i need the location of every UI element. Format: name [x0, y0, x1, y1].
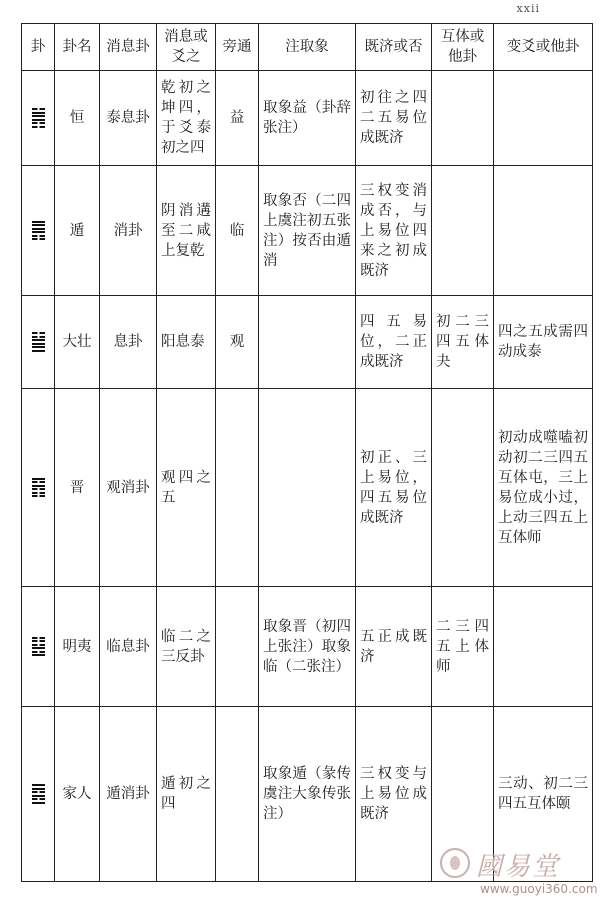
table-body — [22, 71, 593, 882]
header-huti: 互体或他卦 — [432, 24, 494, 71]
hexagram-icon — [32, 219, 45, 242]
watermark — [440, 844, 598, 904]
header-jiji-or-pi: 既济或否 — [356, 24, 432, 71]
table-row — [22, 166, 593, 296]
row-jiji-or-pi: 三权变与上易位成既济 — [356, 707, 432, 882]
row-gua-name: 大壮 — [55, 296, 100, 389]
row-bianyao — [494, 587, 593, 707]
row-xiaoxi-or-yao: 阴消遘至二咸上复乾 — [157, 166, 216, 296]
page-number: xxii — [516, 2, 540, 15]
row-hexagram-symbol — [22, 166, 55, 296]
row-xiaoxi-or-yao: 阳息泰 — [157, 296, 216, 389]
row-jiji-or-pi: 初正、三上易位，四五易位成既济 — [356, 389, 432, 587]
hexagram-icon — [32, 476, 45, 499]
row-xiaoxi-or-yao: 临二之三反卦 — [157, 587, 216, 707]
row-bianyao: 初动成噬嗑初动初二三四五互体屯，三上易位成小过，上动三四五上互体师 — [494, 389, 593, 587]
row-huti — [432, 71, 494, 166]
table-row — [22, 71, 593, 166]
table-row — [22, 296, 593, 389]
row-hexagram-symbol — [22, 71, 55, 166]
hexagram-icon — [32, 107, 45, 130]
row-hexagram-symbol — [22, 296, 55, 389]
row-hexagram-symbol — [22, 707, 55, 882]
row-xiaoxi-gua: 息卦 — [100, 296, 157, 389]
row-xiaoxi-gua: 消卦 — [100, 166, 157, 296]
row-jiji-or-pi: 五正成既济 — [356, 587, 432, 707]
header-bianyao: 变爻或他卦 — [494, 24, 593, 71]
row-xiaoxi-or-yao: 乾初之坤四，于爻泰初之四 — [157, 71, 216, 166]
row-xiaoxi-gua: 遁消卦 — [100, 707, 157, 882]
row-zhu-quxiang — [259, 389, 356, 587]
hexagram-icon — [32, 783, 45, 806]
row-zhu-quxiang: 取象否（二四上虞注初五张注）按否由遁消 — [259, 166, 356, 296]
row-huti — [432, 389, 494, 587]
row-xiaoxi-gua: 临息卦 — [100, 587, 157, 707]
header-xiaoxi-or-yao: 消息或爻之 — [157, 24, 216, 71]
header-zhu-quxiang: 注取象 — [259, 24, 356, 71]
row-huti: 初二三四五体夬 — [432, 296, 494, 389]
row-gua-name: 遁 — [55, 166, 100, 296]
row-hexagram-symbol — [22, 389, 55, 587]
row-bianyao: 四之五成需四动成泰 — [494, 296, 593, 389]
yin-yang-icon — [440, 848, 470, 878]
row-huti — [432, 166, 494, 296]
watermark-url: www.guoyi360.com — [480, 882, 598, 896]
watermark-title: 國易堂 — [476, 852, 561, 882]
row-pangtong — [216, 707, 259, 882]
row-xiaoxi-gua: 泰息卦 — [100, 71, 157, 166]
row-pangtong — [216, 587, 259, 707]
row-pangtong: 观 — [216, 296, 259, 389]
row-pangtong — [216, 389, 259, 587]
row-zhu-quxiang — [259, 296, 356, 389]
row-jiji-or-pi: 三权变消成否，与上易位四来之初成既济 — [356, 166, 432, 296]
row-zhu-quxiang: 取象遁（彖传虞注大象传张注） — [259, 707, 356, 882]
hexagram-icon — [32, 635, 45, 658]
hexagram-icon — [32, 331, 45, 354]
header-pangtong: 旁通 — [216, 24, 259, 71]
header-xiaoxi-gua: 消息卦 — [100, 24, 157, 71]
row-xiaoxi-gua: 观消卦 — [100, 389, 157, 587]
row-zhu-quxiang: 取象益（卦辞张注） — [259, 71, 356, 166]
row-gua-name: 家人 — [55, 707, 100, 882]
row-huti: 二三四五上体师 — [432, 587, 494, 707]
table-header-row — [22, 24, 593, 71]
row-jiji-or-pi: 初往之四二五易位成既济 — [356, 71, 432, 166]
row-zhu-quxiang: 取象晋（初四上张注）取象临（二张注） — [259, 587, 356, 707]
row-xiaoxi-or-yao: 遁初之四 — [157, 707, 216, 882]
header-gua: 卦 — [22, 24, 55, 71]
row-gua-name: 恒 — [55, 71, 100, 166]
row-pangtong: 益 — [216, 71, 259, 166]
row-gua-name: 明夷 — [55, 587, 100, 707]
row-xiaoxi-or-yao: 观四之五 — [157, 389, 216, 587]
row-hexagram-symbol — [22, 587, 55, 707]
row-bianyao — [494, 71, 593, 166]
row-bianyao — [494, 166, 593, 296]
row-bianyao: 三动、初二三四五互体颐 — [494, 707, 593, 882]
hexagram-table — [21, 23, 593, 882]
table-row — [22, 587, 593, 707]
table-row — [22, 389, 593, 587]
row-gua-name: 晋 — [55, 389, 100, 587]
header-gua-name: 卦名 — [55, 24, 100, 71]
row-jiji-or-pi: 四五易位，二正成既济 — [356, 296, 432, 389]
row-pangtong: 临 — [216, 166, 259, 296]
